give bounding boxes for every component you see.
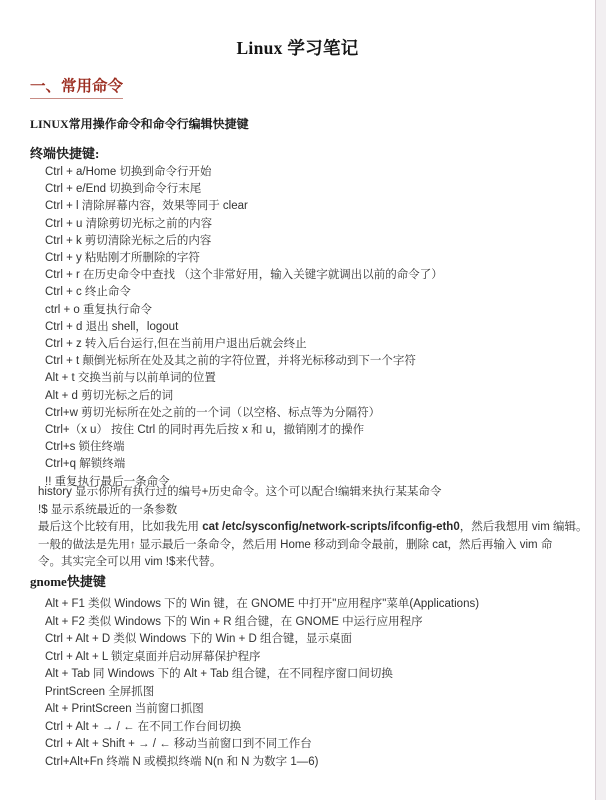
- usage-note-command-path: cat /etc/sysconfig/network-scripts/ifconfig-eth0: [202, 521, 460, 533]
- shortcut-line: Ctrl + t 颠倒光标所在处及其之前的字符位置，并将光标移动到下一个字符: [45, 355, 416, 368]
- shortcut-line: Ctrl+q 解锁终端: [45, 458, 126, 471]
- shortcut-line: Ctrl + k 剪切清除光标之后的内容: [45, 234, 212, 247]
- shortcut-line: !! 重复执行最后一条命令: [45, 475, 170, 488]
- shortcut-line: Ctrl+w 剪切光标所在处之前的一个词（以空格、标点等为分隔符）: [45, 406, 381, 419]
- shortcut-line: Alt + t 交换当前与以前单词的位置: [45, 372, 216, 385]
- gnome-shortcuts-list: [45, 596, 595, 771]
- shortcut-line: Ctrl + e/End 切换到命令行末尾: [45, 183, 202, 196]
- shortcut-line: Ctrl+Alt+Fn 终端 N 或模拟终端 N(n 和 N 为数字 1—6): [45, 755, 319, 768]
- shortcut-line: Ctrl + Alt + D 类似 Windows 下的 Win + D 组合键，显示桌面: [45, 633, 353, 645]
- shortcut-line: Ctrl + a/Home 切换到命令行开始: [45, 166, 212, 178]
- usage-note-line: 一般的做法是先用↑ 显示最后一条命令，然后用 Home 移动到命令最前，删除 cat，然后再输入 vim 命: [38, 538, 553, 551]
- shortcut-line: Alt + Tab 同 Windows 下的 Alt + Tab 组合键，在不同程序窗口间切换: [45, 668, 393, 680]
- usage-note-text: ，然后我想用 vim 编辑。: [459, 521, 588, 533]
- shortcut-line: Ctrl + r 在历史命令中查找 （这个非常好用，输入关键字就调出以前的命令了）: [45, 269, 443, 282]
- shortcut-line: Ctrl + z 转入后台运行,但在当前用户退出后就会终止: [45, 338, 307, 351]
- shortcut-line: history 显示你所有执行过的编号+历史命令。这个可以配合!编辑来执行某某命令: [38, 486, 442, 498]
- shortcut-line: Ctrl + c 终止命令: [45, 286, 131, 299]
- usage-note: [38, 519, 590, 572]
- shortcut-line: Alt + F1 类似 Windows 下的 Win 键，在 GNOME 中打开"应用程序"菜单(Applications): [45, 598, 480, 610]
- terminal-shortcuts-title: 终端快捷键:: [30, 146, 100, 161]
- shortcut-line: Alt + d 剪切光标之后的词: [45, 389, 174, 402]
- shortcut-line: !$ 显示系统最近的一条参数: [38, 503, 178, 516]
- shortcut-line: ctrl + o 重复执行命令: [45, 303, 153, 316]
- page-title: Linux 学习笔记: [236, 38, 359, 58]
- gnome-shortcuts-title: gnome快捷键: [30, 574, 106, 589]
- shortcut-line: Ctrl + Alt + → / ← 在不同工作台间切换: [45, 720, 242, 733]
- shortcut-line: Alt + PrintScreen 当前窗口抓图: [45, 703, 204, 715]
- shortcut-line: Ctrl + d 退出 shell，logout: [45, 320, 179, 333]
- shortcut-line: Ctrl + l 清除屏幕内容，效果等同于 clear: [45, 200, 248, 213]
- terminal-shortcuts-list-tail: [38, 484, 595, 519]
- subheading-linux-shortcuts: LINUX常用操作命令和命令行编辑快捷键: [30, 117, 249, 131]
- usage-note-text: 最后这个比较有用，比如我先用: [38, 521, 203, 533]
- shortcut-line: Ctrl + y 粘贴刚才所删除的字符: [45, 252, 200, 265]
- usage-note-line: 令。其实完全可以用 vim !$来代替。: [38, 556, 222, 568]
- section-heading-common-commands: 一、常用命令: [30, 76, 123, 99]
- shortcut-line: Ctrl + Alt + L 锁定桌面并启动屏幕保护程序: [45, 650, 261, 663]
- terminal-shortcuts-list: [45, 164, 595, 491]
- shortcut-line: Ctrl + u 清除剪切光标之前的内容: [45, 217, 213, 230]
- shortcut-line: PrintScreen 全屏抓图: [45, 685, 155, 698]
- usage-note-line: [38, 519, 590, 537]
- shortcut-line: Ctrl + Alt + Shift + → / ← 移动当前窗口到不同工作台: [45, 738, 312, 750]
- shortcut-line: Ctrl+s 锁住终端: [45, 441, 125, 454]
- page-edge-strip: [596, 0, 606, 800]
- shortcut-line: Alt + F2 类似 Windows 下的 Win + R 组合键，在 GNOME 中运行应用程序: [45, 615, 423, 628]
- shortcut-line: Ctrl+（x u） 按住 Ctrl 的同时再先后按 x 和 u，撤销刚才的操作: [45, 424, 365, 437]
